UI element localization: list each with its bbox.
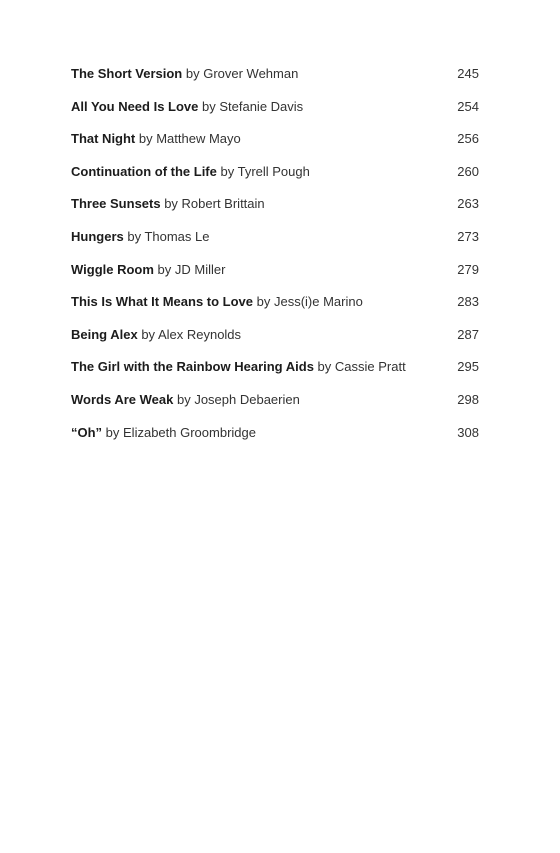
entry-title: “Oh” — [71, 424, 103, 440]
entry-byline: by Robert Brittain — [160, 196, 265, 212]
entry-title: Continuation of the Life — [71, 163, 217, 179]
entry-title: The Girl with the Rainbow Hearing Aids — [71, 359, 314, 375]
toc-entry — [71, 227, 479, 260]
toc-entry — [71, 325, 479, 358]
toc-entry — [71, 97, 479, 130]
toc-entry — [71, 162, 479, 195]
entry-page-number: 283 — [457, 294, 479, 310]
entry-title: Three Sunsets — [71, 196, 161, 212]
entry-page-number: 245 — [457, 66, 479, 81]
entry-page-number: 273 — [457, 228, 479, 244]
entry-byline: by Alex Reynolds — [137, 326, 242, 342]
toc-entry — [71, 260, 479, 293]
toc-entry — [71, 357, 479, 390]
entry-title: Being Alex — [71, 326, 138, 342]
entry-page-number: 254 — [457, 98, 479, 114]
entry-page-number: 256 — [457, 131, 479, 147]
toc-entry — [71, 292, 479, 325]
entry-byline: by Elizabeth Groombridge — [102, 424, 256, 440]
entry-byline: by Thomas Le — [123, 228, 210, 244]
table-of-contents — [71, 64, 479, 455]
entry-title: Words Are Weak — [71, 391, 174, 407]
entry-page-number: 295 — [457, 359, 479, 375]
entry-byline: by Grover Wehman — [182, 66, 299, 81]
entry-page-number: 287 — [457, 326, 479, 342]
entry-page-number: 260 — [457, 163, 479, 179]
entry-byline: by Cassie Pratt — [313, 359, 406, 375]
toc-entry — [71, 129, 479, 162]
entry-page-number: 263 — [457, 196, 479, 212]
entry-title: Hungers — [71, 228, 124, 244]
entry-byline: by Jess(i)e Marino — [253, 294, 363, 310]
toc-entry — [71, 390, 479, 423]
entry-title: Wiggle Room — [71, 261, 154, 277]
toc-entry — [71, 194, 479, 227]
entry-page-number: 308 — [457, 424, 479, 440]
entry-byline: by JD Miller — [153, 261, 226, 277]
toc-entry — [71, 64, 479, 97]
entry-byline: by Tyrell Pough — [216, 163, 310, 179]
toc-entry — [71, 423, 479, 456]
entry-page-number: 298 — [457, 391, 479, 407]
entry-byline: by Matthew Mayo — [135, 131, 241, 147]
entry-title: That Night — [71, 131, 136, 147]
entry-page-number: 279 — [457, 261, 479, 277]
entry-title: All You Need Is Love — [71, 98, 199, 114]
entry-byline: by Stefanie Davis — [198, 98, 304, 114]
entry-title: This Is What It Means to Love — [71, 294, 254, 310]
entry-title: The Short Version — [71, 66, 183, 81]
entry-byline: by Joseph Debaerien — [173, 391, 300, 407]
